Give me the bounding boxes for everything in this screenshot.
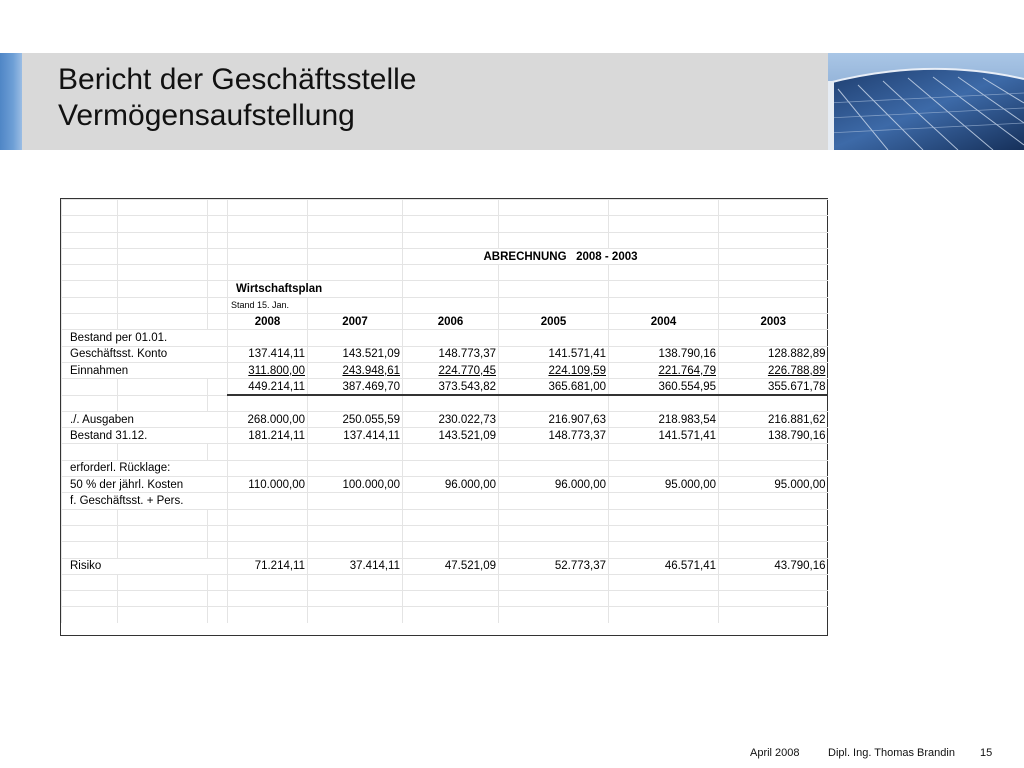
table-row [62, 477, 828, 493]
row-label: erforderl. Rücklage: [62, 460, 228, 476]
table-row [62, 574, 828, 590]
footer-page-number: 15 [980, 747, 993, 759]
airport-terminal-photo [828, 53, 1024, 150]
cell-value: 268.000,00 [228, 411, 308, 427]
table-row [62, 558, 828, 574]
table-row [62, 248, 828, 264]
footer-date: April 2008 [750, 747, 800, 759]
cell-value: 226.788,89 [719, 362, 828, 378]
table-row [62, 265, 828, 281]
row-label: Einnahmen [62, 362, 228, 378]
cell-value: 138.790,16 [609, 346, 719, 362]
table-row [62, 232, 828, 248]
spreadsheet [60, 198, 828, 636]
cell-value: 95.000,00 [609, 477, 719, 493]
table-row [62, 379, 828, 395]
cell-value: 47.521,09 [403, 558, 499, 574]
cell-value: 110.000,00 [228, 477, 308, 493]
row-label: Geschäftsst. Konto [62, 346, 228, 362]
cell-value: 250.055,59 [308, 411, 403, 427]
abrechnung-table [61, 199, 828, 623]
row-label: 50 % der jährl. Kosten [62, 477, 228, 493]
table-row [62, 346, 828, 362]
table-row [62, 493, 828, 509]
year-header: 2008 [228, 314, 308, 330]
cell-value: 148.773,37 [499, 428, 609, 444]
row-label: Bestand 31.12. [62, 428, 228, 444]
cell-value: 43.790,16 [719, 558, 828, 574]
cell-value: 216.907,63 [499, 411, 609, 427]
row-label: ./. Ausgaben [62, 411, 228, 427]
cell-value: 387.469,70 [308, 379, 403, 395]
cell-value: 143.521,09 [403, 428, 499, 444]
table-row [62, 428, 828, 444]
cell-value: 141.571,41 [499, 346, 609, 362]
cell-value: 95.000,00 [719, 477, 828, 493]
year-header: 2007 [308, 314, 403, 330]
plan-label: Wirtschaftsplan [228, 281, 403, 297]
cell-value: 52.773,37 [499, 558, 609, 574]
cell-value: 137.414,11 [308, 428, 403, 444]
cell-value: 143.521,09 [308, 346, 403, 362]
cell-value: 96.000,00 [499, 477, 609, 493]
row-label: Bestand per 01.01. [62, 330, 228, 346]
cell-value: 96.000,00 [403, 477, 499, 493]
table-row [62, 460, 828, 476]
cell-value: 221.764,79 [609, 362, 719, 378]
cell-value: 71.214,11 [228, 558, 308, 574]
table-row [62, 297, 828, 313]
header-accent-bar [0, 53, 22, 150]
row-label: Risiko [62, 558, 228, 574]
table-row [62, 200, 828, 216]
slide-title-line1: Bericht der Geschäftsstelle [58, 63, 417, 96]
year-header-row [62, 314, 828, 330]
table-row [62, 444, 828, 460]
year-header: 2005 [499, 314, 609, 330]
table-row [62, 525, 828, 541]
cell-value: 100.000,00 [308, 477, 403, 493]
slide-title-line2: Vermögensaufstellung [58, 99, 355, 132]
cell-value: 230.022,73 [403, 411, 499, 427]
table-row [62, 542, 828, 558]
cell-value: 373.543,82 [403, 379, 499, 395]
cell-value: 365.681,00 [499, 379, 609, 395]
table-heading: ABRECHNUNG 2008 - 2003 [403, 248, 719, 264]
cell-value: 137.414,11 [228, 346, 308, 362]
cell-value: 46.571,41 [609, 558, 719, 574]
table-row [62, 330, 828, 346]
year-header: 2003 [719, 314, 828, 330]
cell-value: 141.571,41 [609, 428, 719, 444]
row-label: f. Geschäftsst. + Pers. [62, 493, 228, 509]
cell-value: 243.948,61 [308, 362, 403, 378]
table-row [62, 216, 828, 232]
cell-value: 138.790,16 [719, 428, 828, 444]
table-row [62, 607, 828, 623]
cell-value: 355.671,78 [719, 379, 828, 395]
table-row [62, 591, 828, 607]
cell-value: 37.414,11 [308, 558, 403, 574]
year-header: 2006 [403, 314, 499, 330]
cell-value: 148.773,37 [403, 346, 499, 362]
table-row [62, 395, 828, 411]
table-row [62, 509, 828, 525]
stand-label: Stand 15. Jan. [228, 297, 308, 313]
table-row [62, 362, 828, 378]
cell-value: 311.800,00 [228, 362, 308, 378]
table-row [62, 411, 828, 427]
cell-value: 181.214,11 [228, 428, 308, 444]
cell-value: 128.882,89 [719, 346, 828, 362]
cell-value: 218.983,54 [609, 411, 719, 427]
table-row [62, 281, 828, 297]
cell-value: 224.109,59 [499, 362, 609, 378]
cell-value: 449.214,11 [228, 379, 308, 395]
cell-value: 360.554,95 [609, 379, 719, 395]
cell-value: 224.770,45 [403, 362, 499, 378]
slide-title [58, 62, 417, 134]
footer-author: Dipl. Ing. Thomas Brandin [828, 747, 955, 759]
year-header: 2004 [609, 314, 719, 330]
cell-value: 216.881,62 [719, 411, 828, 427]
